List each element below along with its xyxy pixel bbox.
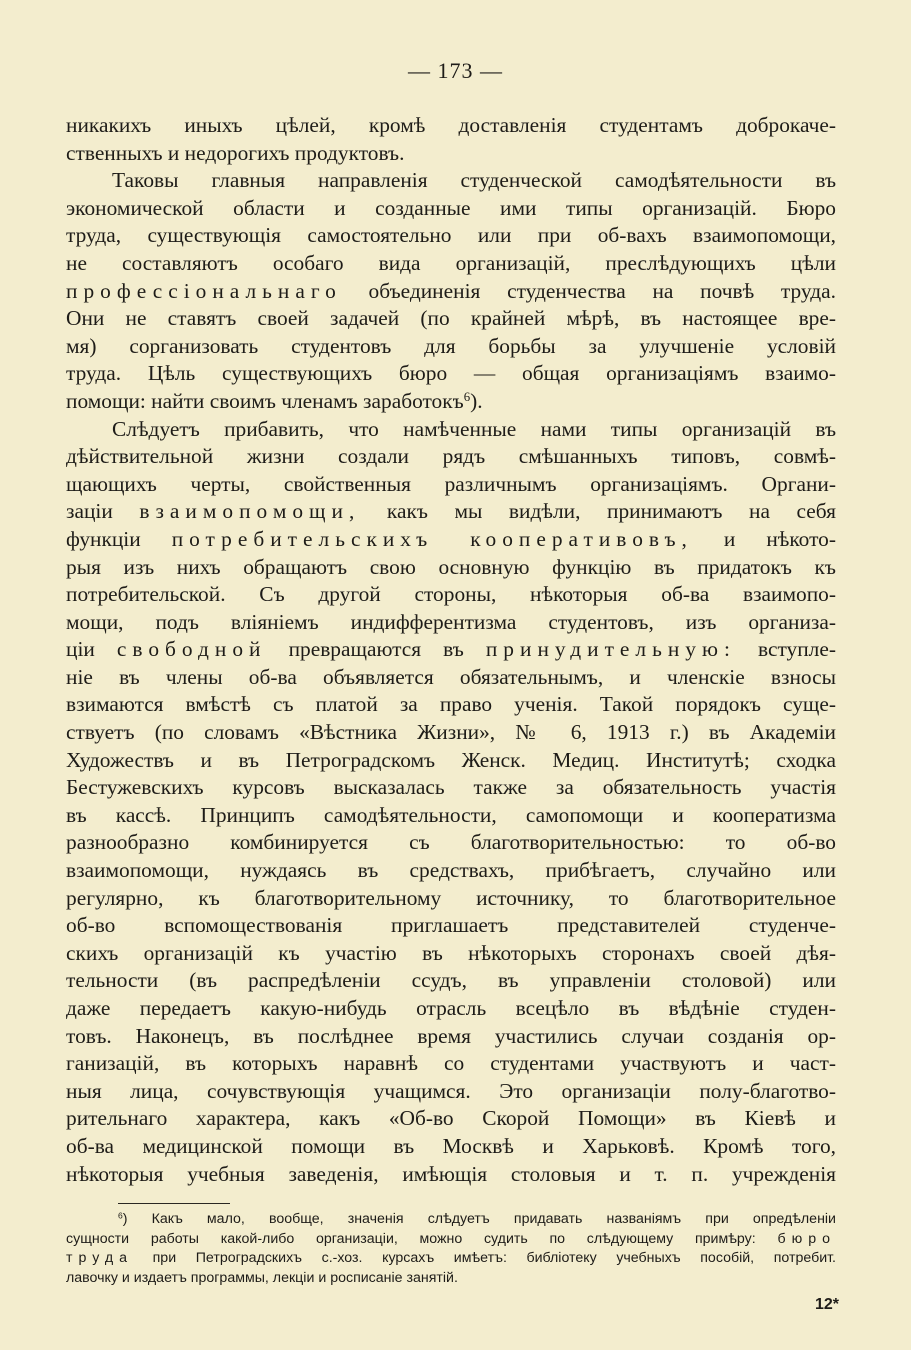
text-line: труда, существующія самостоятельно или при об-вахъ взаимопомощи, xyxy=(66,223,836,248)
text-line: мощи, подъ вліяніемъ индифферентизма студентовъ, изъ организа- xyxy=(66,609,836,634)
text-line: ствуетъ (по словамъ «Вѣстника Жизни», № 6, 1913 г.) въ Академіи xyxy=(66,720,836,745)
spaced-word: принудительную: xyxy=(485,637,736,662)
text-line: Бестужевскихъ курсовъ высказалась также за обязательность участія xyxy=(66,775,836,800)
text-fragment: и нѣкото- xyxy=(723,526,836,551)
text-line: не составляютъ особаго вида организацій, преслѣдующихъ цѣли xyxy=(66,250,836,275)
text-line: товъ. Наконецъ, въ послѣднее время участились случаи созданія ор- xyxy=(66,1023,836,1048)
text-line: Художествъ и въ Петроградскомъ Женск. Медиц. Институтѣ; сходка xyxy=(66,747,836,772)
text-line: потребительской. Съ другой стороны, нѣкоторыя об-ва взаимопо- xyxy=(66,582,836,607)
footnote-rule xyxy=(118,1203,230,1204)
text-line: разнообразно комбинируется съ благотворительностью: то об-во xyxy=(66,830,836,855)
text-line: даже передаетъ какую-нибудь отрасль всецѣло въ вѣдѣніе студен- xyxy=(66,996,836,1020)
text-line: нѣкоторыя учебныя заведенія, имѣющія столовыя и т. п. учрежденія xyxy=(66,1161,836,1186)
text-fragment: ). xyxy=(470,388,483,413)
text-line xyxy=(66,278,836,306)
footnote-ref: 6 xyxy=(463,389,471,404)
spaced-word: свободной xyxy=(116,637,267,662)
text-fragment: при Петроградскихъ с.-хоз. курсахъ имѣетъ: библіотеку учебныхъ пособій, потребит. xyxy=(152,1250,836,1267)
text-line: Слѣдуетъ прибавить, что намѣченные нами типы организацій въ xyxy=(112,416,836,441)
text-line: никакихъ иныхъ цѣлей, кромѣ доставленія студентамъ доброкаче- xyxy=(66,113,836,137)
text-line: экономической области и созданные ими типы организацій. Бюро xyxy=(66,195,836,220)
spaced-word: взаимопомощи, xyxy=(139,499,361,524)
text-line xyxy=(66,388,836,416)
footnote xyxy=(66,1210,836,1288)
spaced-word: профессіональнаго xyxy=(66,278,342,303)
text-line: мя) сорганизовать студентовъ для борьбы за улучшеніе условій xyxy=(66,333,836,358)
text-line: скихъ организацій къ участію въ нѣкоторыхъ сторонахъ своей дѣя- xyxy=(66,940,836,965)
text-fragment: превращаются въ xyxy=(288,637,464,662)
text-line: ніе въ члены об-ва объявляется обязательнымъ, и членскіе взносы xyxy=(66,664,836,689)
text-line xyxy=(66,526,836,554)
footnote-line xyxy=(66,1230,836,1250)
text-line: Они не ставятъ своей задачей (по крайней мѣрѣ, въ настоящее вре- xyxy=(66,306,836,331)
text-line xyxy=(66,498,836,526)
text-fragment: помощи: найти своимъ членамъ заработокъ xyxy=(66,388,464,413)
text-line: об-ва медицинской помощи въ Москвѣ и Харьковѣ. Кромѣ того, xyxy=(66,1133,836,1158)
spaced-word: потребительскихъ кооперативовъ, xyxy=(171,526,693,551)
text-line: Таковы главныя направленія студенческой самодѣятельности въ xyxy=(112,168,836,193)
text-line: взимаются вмѣстѣ съ платой за право ученія. Такой порядокъ суще- xyxy=(66,692,836,717)
text-fragment: объединенія студенчества на почвѣ труда. xyxy=(368,278,836,303)
text-fragment: сущности работы какой-либо организаціи, можно судить по слѣдующему примѣру: xyxy=(66,1230,756,1247)
text-fragment: ) Какъ мало, вообще, значенія слѣдуетъ придавать названіямъ при опредѣленіи xyxy=(122,1211,836,1227)
text-fragment: заціи xyxy=(66,499,113,524)
text-fragment: ціи xyxy=(66,637,95,662)
signature-mark: 12* xyxy=(814,1296,839,1313)
spaced-word: труда xyxy=(66,1250,134,1267)
text-line: щающихъ черты, свойственныя различнымъ организаціямъ. Органи- xyxy=(66,471,836,496)
body-text xyxy=(66,112,836,1216)
text-line: об-во вспомоществованія приглашаетъ представителей студенче- xyxy=(66,913,836,938)
page-number: — 173 — xyxy=(408,58,503,83)
text-fragment: какъ мы видѣли, принимаютъ на себя xyxy=(386,499,836,524)
text-line: тельности (въ распредѣленіи ссудъ, въ управленіи столовой) или xyxy=(66,968,836,993)
text-line: регулярно, къ благотворительному источнику, то благотворительное xyxy=(66,885,836,910)
text-line: ганизацій, въ которыхъ наравнѣ со студентами участвуютъ и част- xyxy=(66,1051,836,1076)
footnote-line: лавочку и издаетъ программы, лекціи и росписаніе занятій. xyxy=(66,1269,458,1286)
text-line: въ кассѣ. Принципъ самодѣятельности, самопомощи и кооператизма xyxy=(66,802,836,827)
footnote-marker: 6 xyxy=(118,1210,123,1221)
text-line xyxy=(66,636,836,664)
footnote-line xyxy=(66,1210,836,1230)
text-line: ственныхъ и недорогихъ продуктовъ. xyxy=(66,140,405,165)
text-fragment: функціи xyxy=(66,526,141,551)
text-line: труда. Цѣль существующихъ бюро — общая организаціямъ взаимо- xyxy=(66,361,836,386)
text-line: дѣйствительной жизни создали рядъ смѣшанныхъ типовъ, совмѣ- xyxy=(66,444,836,469)
text-line: ныя лица, сочувствующія учащимся. Это организаціи полу-благотво- xyxy=(66,1078,836,1103)
spaced-word: бюро xyxy=(777,1230,836,1247)
text-fragment: вступле- xyxy=(757,637,836,662)
footnote-line xyxy=(66,1249,836,1269)
text-line: рительнаго характера, какъ «Об-во Скорой Помощи» въ Кіевѣ и xyxy=(66,1106,836,1131)
text-line: рыя изъ нихъ обращаютъ свою основную функцію въ придатокъ къ xyxy=(66,554,836,579)
text-line: взаимопомощи, нуждаясь въ средствахъ, прибѣгаетъ, случайно или xyxy=(66,858,836,883)
